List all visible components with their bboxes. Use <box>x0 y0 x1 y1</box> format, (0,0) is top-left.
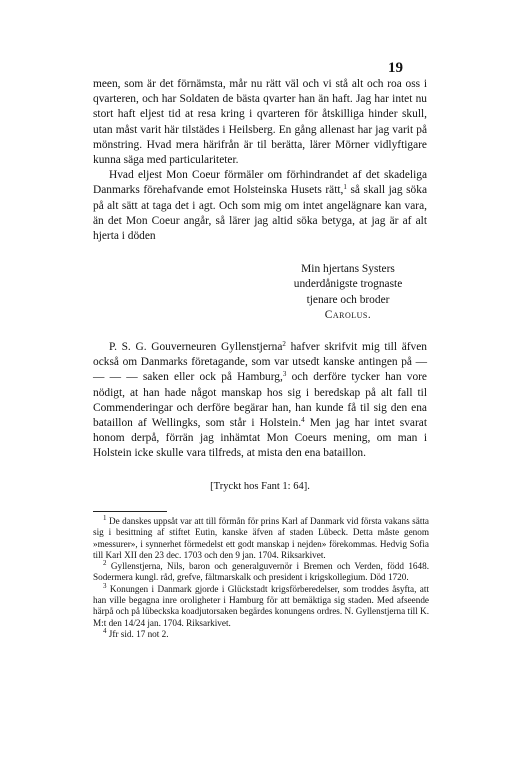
letter-closing <box>248 262 448 324</box>
paragraph-2 <box>93 168 427 244</box>
footnote-3 <box>93 581 429 629</box>
footnote-1 <box>93 516 429 561</box>
footnote-ref-2: 2 <box>282 340 286 348</box>
footnote-text: Konungen i Danmark gjorde i Glückstadt krigsförberedelser, som troddes åsyfta, att han ville begagna inre oroligheter i Hamburg för att bemäktiga sig staden. Med afseende härpå och på lübeckska koadjutorsaken begärdes konungens ordres. N. Gyllenstjerna till K. M:t den 14/24 jan. 1704. Riksarkivet. <box>93 583 429 628</box>
footnote-number: 2 <box>103 559 107 568</box>
footnotes <box>93 516 429 640</box>
closing-line-3: tjenare och broder <box>306 293 390 306</box>
footnote-text: Gyllenstjerna, Nils, baron och generalguvernör i Bremen och Verden, född 1648. Sodermera kungl. råd, grefve, fältmarskalk och president i krigskollegium. Död 1720. <box>93 561 430 583</box>
postscript-part-1: P. S. G. Gouverneuren Gyllenstjerna <box>109 341 283 353</box>
footnote-number: 3 <box>103 581 107 590</box>
source-citation: [Tryckt hos Fant 1: 64]. <box>210 481 310 492</box>
postscript-paragraph <box>93 340 427 462</box>
paragraph-1: meen, som är det förnämsta, mår nu rätt väl och vi stå alt och roa oss i qvarteren, och har Soldaten de bästa qvarter han än haft. Jag har intet nu stort haft eljest tid at resa kring i qvarteren för åtskilliga hinder skull, utan måst varit här tilstädes i Heilsberg. En gång allenast har jag varit på mönstring. Hvad mera härifrån är til berätta, lärer Mörner vidlyftigare kunna säga med particulariteter. <box>93 78 427 167</box>
footnote-divider <box>93 511 167 512</box>
page-number: 19 <box>388 60 403 76</box>
closing-line-1: Min hjertans Systers <box>301 263 395 275</box>
postscript-part-3: och derföre tycker han vore nödigt, at han hade något manskap hos sig i beredskap på alt fall til Commenderingar och derföre begärar han, han kunde få til sig den ena bataillon af Wellingks, som står i Holstein. <box>93 371 427 430</box>
footnote-2 <box>93 561 429 584</box>
footnote-number: 1 <box>103 514 107 522</box>
footnote-number: 4 <box>103 626 107 635</box>
postscript-part-4: Men jag har intet svarat honom derpå, förrän jag inhämtat Mon Coeurs mening, om man i Holstein icke skulle vara tilfreds, at mista den ena bataillon. <box>93 417 427 460</box>
paragraph-2-text-after: så skall jag söka på alt sätt at taga det i agt. Och som mig om intet angelägnare kan vara, än det Mon Coeur angår, så lärer jag altid söka betyga, at jag är af alt hjerta i döden <box>93 184 428 243</box>
postscript <box>93 340 427 462</box>
footnote-ref-1: 1 <box>343 183 347 192</box>
paragraph-2-text: Hvad eljest Mon Coeur förmäler om förhindrandet af det skadeliga Danmarks förehafvande emot Holsteinska Husets rätt, <box>93 169 427 197</box>
closing-line-2: underdånigste trognaste <box>293 278 403 291</box>
postscript-part-2: hafver skrifvit mig till äfven också om Danmarks företagande, som var utsedt kanske antingen på — — — — saken eller ock på Hamburg, <box>93 341 427 384</box>
footnote-4 <box>93 626 429 640</box>
letter-body <box>93 77 427 244</box>
footnote-ref-3: 3 <box>282 370 287 379</box>
signature: Carolus. <box>324 309 372 322</box>
footnote-ref-4: 4 <box>301 416 305 425</box>
footnote-text: De danskes uppsåt var att till förmån för prins Karl af Danmark vid första vakans sätta sig i besittning af stiftet Eutin, kanske äfven af staden Lübeck. Detta måste genom »messurer», i synnerhet förmedelst ett godt manskap i nejden» förekommas. Hedvig Sofia till Karl XII den 23 dec. 1703 och den 9 jan. 1704. Riksarkivet. <box>93 516 430 560</box>
footnote-text: Jfr sid. 17 not 2. <box>108 628 169 639</box>
